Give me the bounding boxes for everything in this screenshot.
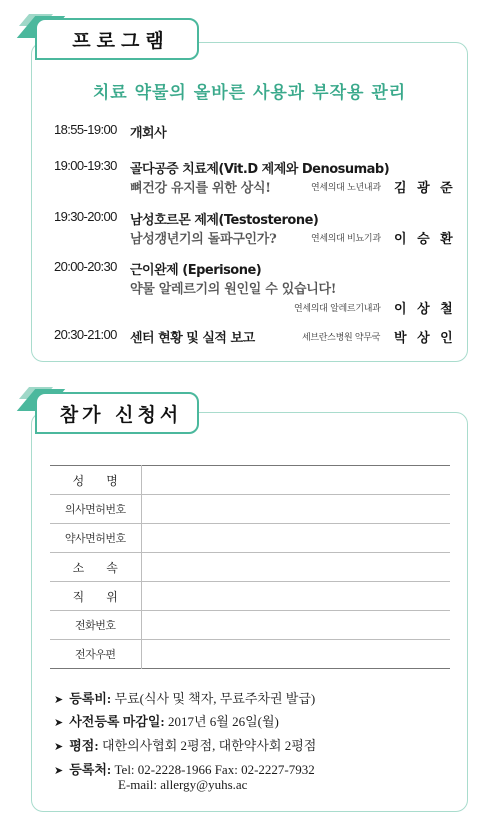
application-tab-title: 참가 신청서 [35,392,199,434]
info-value: Tel: 02-2228-1966 Fax: 02-2227-7932 [111,762,315,777]
speaker-name: 김 광 준 [394,181,456,196]
info-line-fee [54,688,315,707]
arrow-icon: ➤ [54,765,64,777]
speaker-name: 박 상 인 [394,331,456,346]
session-title: 골다공증 치료제(Vit.D 제제와 Denosumab) [130,162,390,177]
info-key: 평점: [69,738,99,753]
info-value: 대한의사협회 2평점, 대한약사회 2평점 [98,738,317,753]
arrow-icon: ➤ [54,717,64,729]
session-title: 개회사 [130,126,167,141]
field-label-affiliation: 소속 [50,553,141,582]
form-row [50,524,450,553]
arrow-icon: ➤ [54,741,64,753]
session-time: 19:30-20:00 [54,209,117,224]
field-input-pharmacist-license[interactable] [141,524,450,553]
contact-email: E-mail: allergy@yuhs.ac [118,777,248,792]
form-row [50,611,450,640]
field-input-email[interactable] [141,640,450,669]
form-row [50,495,450,524]
session-time: 20:30-21:00 [54,327,117,342]
form-row [50,553,450,582]
field-input-affiliation[interactable] [141,553,450,582]
form-row [50,466,450,495]
speaker-name: 이 상 철 [394,302,456,317]
field-label-position: 직위 [50,582,141,611]
session-subtitle: 약물 알레르기의 원인일 수 있습니다! [130,282,337,297]
speaker-affiliation: 연세의대 알레르기내과 [294,304,381,314]
session-title: 센터 현황 및 실적 보고 [130,331,255,346]
program-tab-title: 프로그램 [35,18,199,60]
info-line-contact [54,759,315,778]
info-line-credits [54,735,316,754]
arrow-icon: ➤ [54,694,64,706]
info-value: 2017년 6월 26일(월) [164,714,279,729]
field-label-name: 성명 [50,466,141,495]
session-title: 남성호르몬 제제(Testosterone) [130,213,319,228]
speaker-name: 이 승 환 [394,232,456,247]
info-value: 무료(식사 및 책자, 무료주차권 발급) [111,691,316,706]
field-input-name[interactable] [141,466,450,495]
session-time: 20:00-20:30 [54,259,117,274]
info-line-deadline [54,711,279,730]
info-key: 등록처: [69,762,112,777]
application-form [50,465,450,669]
field-label-doctor-license: 의사면허번호 [50,495,141,524]
speaker-affiliation: 세브란스병원 약무국 [302,333,381,343]
program-subtitle: 치료 약물의 올바른 사용과 부작용 관리 [92,83,407,103]
field-label-pharmacist-license: 약사면허번호 [50,524,141,553]
session-title: 근이완제 (Eperisone) [130,263,262,278]
info-key: 등록비: [69,691,112,706]
speaker-affiliation: 연세의대 노년내과 [311,183,381,193]
info-key: 사전등록 마감일: [69,714,165,729]
field-input-position[interactable] [141,582,450,611]
field-label-phone: 전화번호 [50,611,141,640]
form-row [50,640,450,669]
session-time: 18:55-19:00 [54,122,117,137]
field-input-phone[interactable] [141,611,450,640]
session-subtitle: 뼈건강 유지를 위한 상식! [130,181,271,196]
session-time: 19:00-19:30 [54,158,117,173]
form-row [50,582,450,611]
field-label-email: 전자우편 [50,640,141,669]
speaker-affiliation: 연세의대 비뇨기과 [311,234,381,244]
session-subtitle: 남성갱년기의 돌파구인가? [130,232,277,247]
field-input-doctor-license[interactable] [141,495,450,524]
